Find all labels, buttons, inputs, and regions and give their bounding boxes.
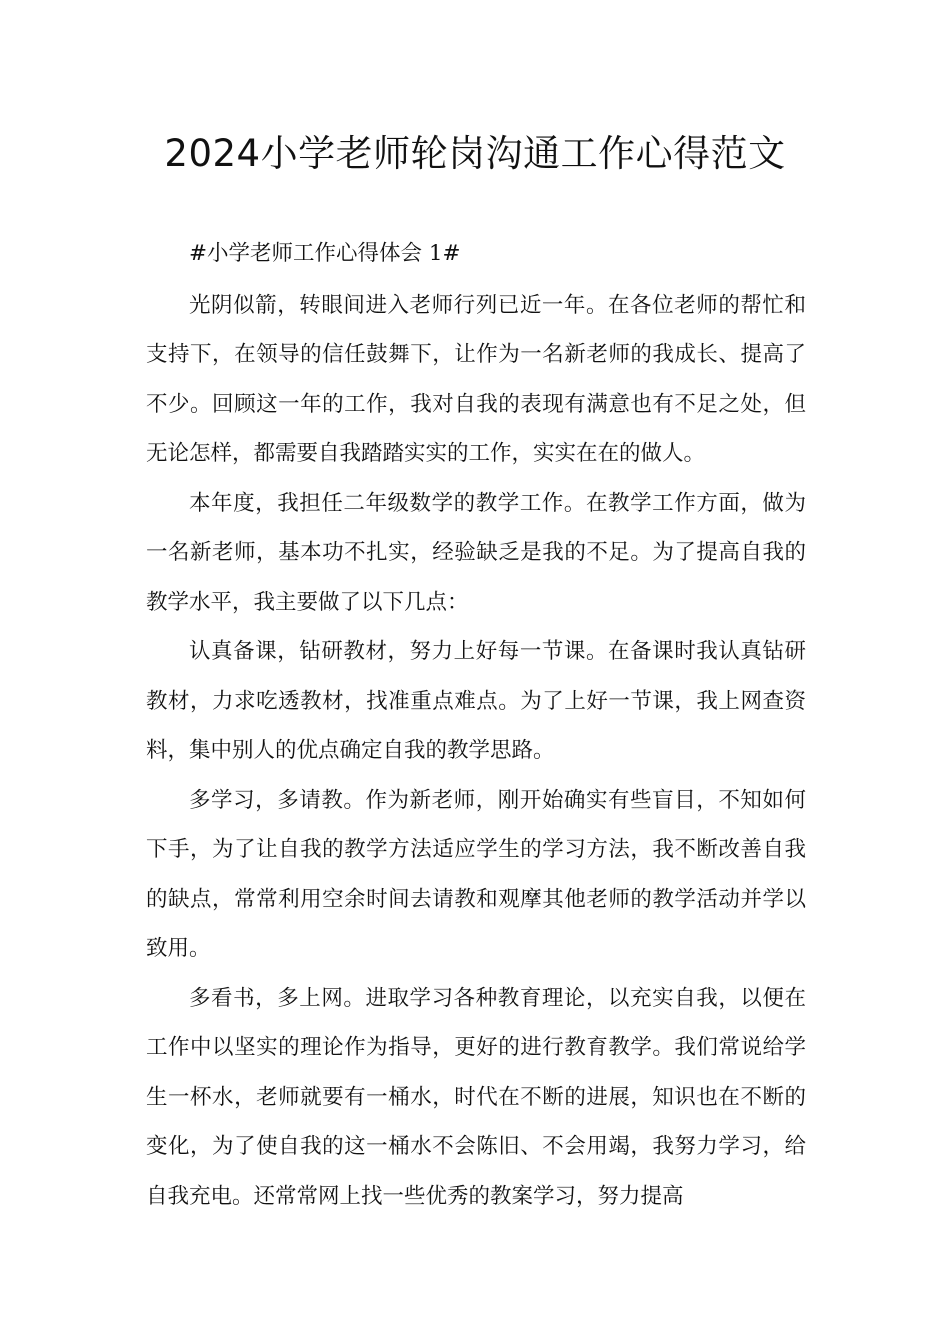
document-title: 2024小学老师轮岗沟通工作心得范文 (164, 132, 786, 175)
paragraph-intro: 光阴似箭，转眼间进入老师行列已近一年。在各位老师的帮忙和支持下，在领导的信任鼓舞下，让作为一名新老师的我成长、提高了不少。回顾这一年的工作，我对自我的表现有满意也有不足之处，但无论怎样，都需要自我踏踏实实的工作，实实在在的做人。 (146, 292, 806, 466)
paragraph-reading: 多看书，多上网。进取学习各种教育理论，以充实自我，以便在工作中以坚实的理论作为指导，更好的进行教育教学。我们常说给学生一杯水，老师就要有一桶水，时代在不断的进展，知识也在不断的变化，为了使自我的这一桶水不会陈旧、不会用竭，我努力学习，给自我充电。还常常网上找一些优秀的教案学习，努力提高 (146, 985, 806, 1209)
section-subheading: #小学老师工作心得体会 1# (189, 241, 461, 266)
document-body (146, 229, 806, 1221)
paragraph-learning: 多学习，多请教。作为新老师，刚开始确实有些盲目，不知如何下手，为了让自我的教学方法适应学生的学习方法，我不断改善自我的缺点，常常利用空余时间去请教和观摩其他老师的教学活动并学以致用。 (146, 787, 806, 961)
paragraph-lesson-prep: 认真备课，钻研教材，努力上好每一节课。在备课时我认真钻研教材，力求吃透教材，找准重点难点。为了上好一节课，我上网查资料，集中别人的优点确定自我的教学思路。 (146, 639, 806, 763)
paragraph-teaching-role: 本年度，我担任二年级数学的教学工作。在教学工作方面，做为一名新老师，基本功不扎实，经验缺乏是我的不足。为了提高自我的教学水平，我主要做了以下几点： (146, 490, 806, 615)
